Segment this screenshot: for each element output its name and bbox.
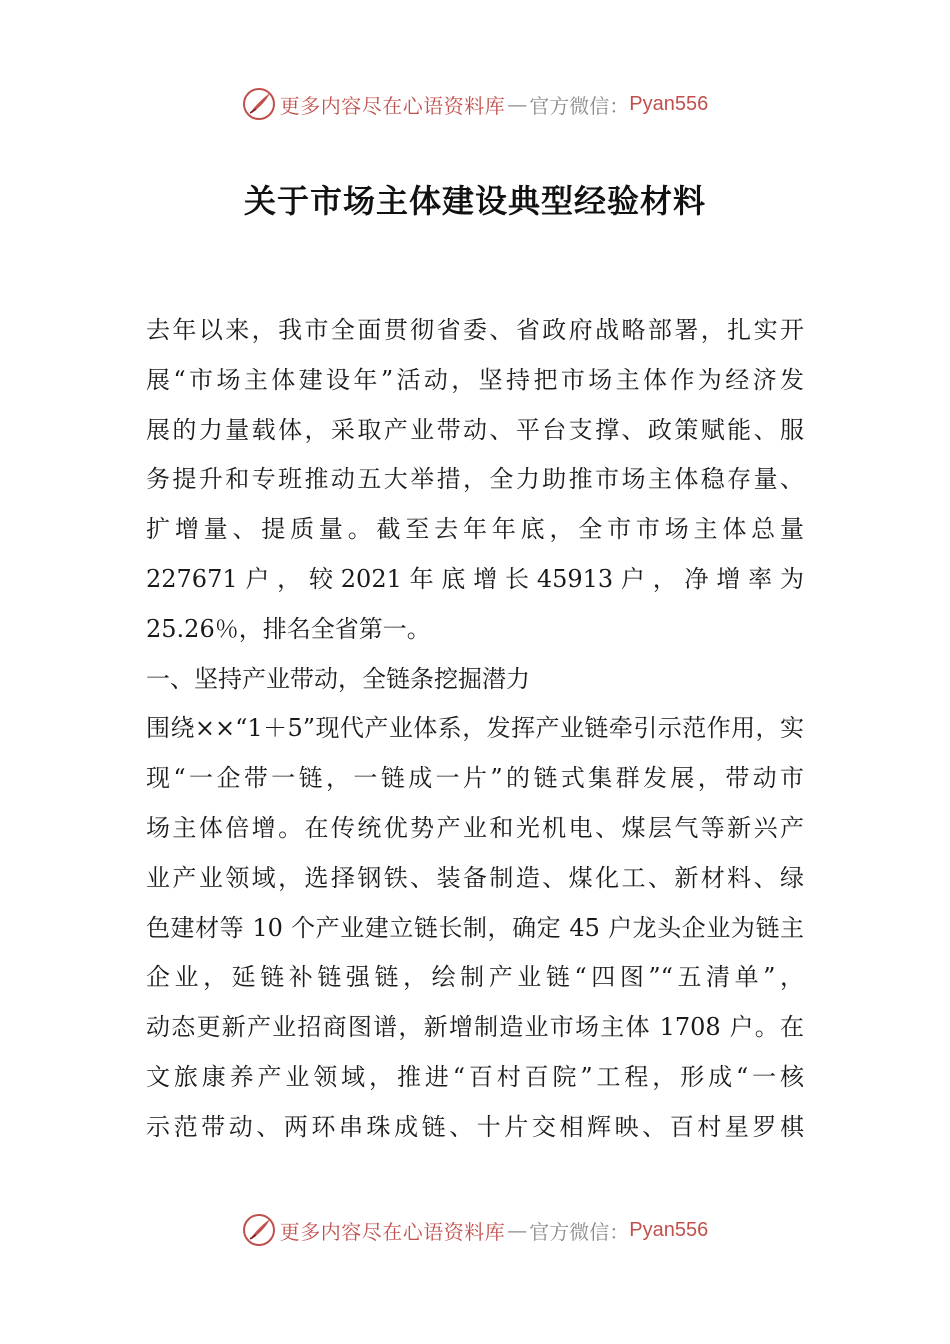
- body-line: 227671 户 ， 较 2021 年 底 增 长 45913 户 ， 净 增 率 为: [146, 564, 804, 593]
- watermark-wechat-id: Pyan556: [629, 1218, 709, 1241]
- watermark-separator: —: [507, 1218, 528, 1242]
- body-line: 业产业领域，选择钢铁、装备制造、煤化工、新材料、绿: [146, 863, 804, 892]
- quill-logo-icon: [242, 1213, 276, 1247]
- body-line: 色建材等 10 个产业建立链长制，确定 45 户龙头企业为链主: [146, 913, 804, 942]
- watermark-header: [0, 84, 950, 124]
- body-line: 25.26％，排名全省第一。: [146, 614, 431, 643]
- document-title: 关于市场主体建设典型经验材料: [243, 182, 706, 220]
- watermark-footer: [0, 1210, 950, 1250]
- body-line: 动态更新产业招商图谱，新增制造业市场主体 1708 户。在: [146, 1013, 804, 1042]
- watermark-separator: —: [507, 92, 528, 116]
- watermark-site: 更多内容尽在心语资料库: [279, 1219, 506, 1244]
- body-line: 企业，延链补链强链，绘制产业链“四图”“五清单”，: [146, 963, 804, 992]
- body-line: 文旅康养产业领域，推进“百村百院”工程，形成“一核: [146, 1062, 804, 1091]
- watermark-site: 更多内容尽在心语资料库: [279, 93, 506, 118]
- body-line: 扩增量、提质量。截至去年年底，全市市场主体总量: [146, 515, 804, 544]
- body-line: 务提升和专班推动五大举措，全力助推市场主体稳存量、: [146, 465, 804, 494]
- watermark-wechat-id: Pyan556: [629, 92, 709, 115]
- body-line: 场主体倍增。在传统优势产业和光机电、煤层气等新兴产: [146, 813, 804, 842]
- document-body: [146, 306, 804, 1153]
- watermark-label: 官方微信：: [529, 1219, 630, 1244]
- body-line: 现“一企带一链，一链成一片”的链式集群发展，带动市: [146, 764, 804, 793]
- body-line: 去年以来，我市全面贯彻省委、省政府战略部署，扎实开: [146, 316, 804, 344]
- quill-logo-icon: [242, 87, 276, 121]
- watermark-label: 官方微信：: [529, 93, 630, 118]
- body-line: 示范带动、两环串珠成链、十片交相辉映、百村星罗棋: [146, 1112, 804, 1141]
- section-heading: 一、坚持产业带动，全链条挖掘潜力: [146, 664, 530, 693]
- body-line: 展“市场主体建设年”活动，坚持把市场主体作为经济发: [146, 365, 804, 394]
- body-line: 展的力量载体，采取产业带动、平台支撑、政策赋能、服: [146, 415, 804, 444]
- body-line: 围绕××“1＋5”现代产业体系，发挥产业链牵引示范作用，实: [146, 714, 804, 743]
